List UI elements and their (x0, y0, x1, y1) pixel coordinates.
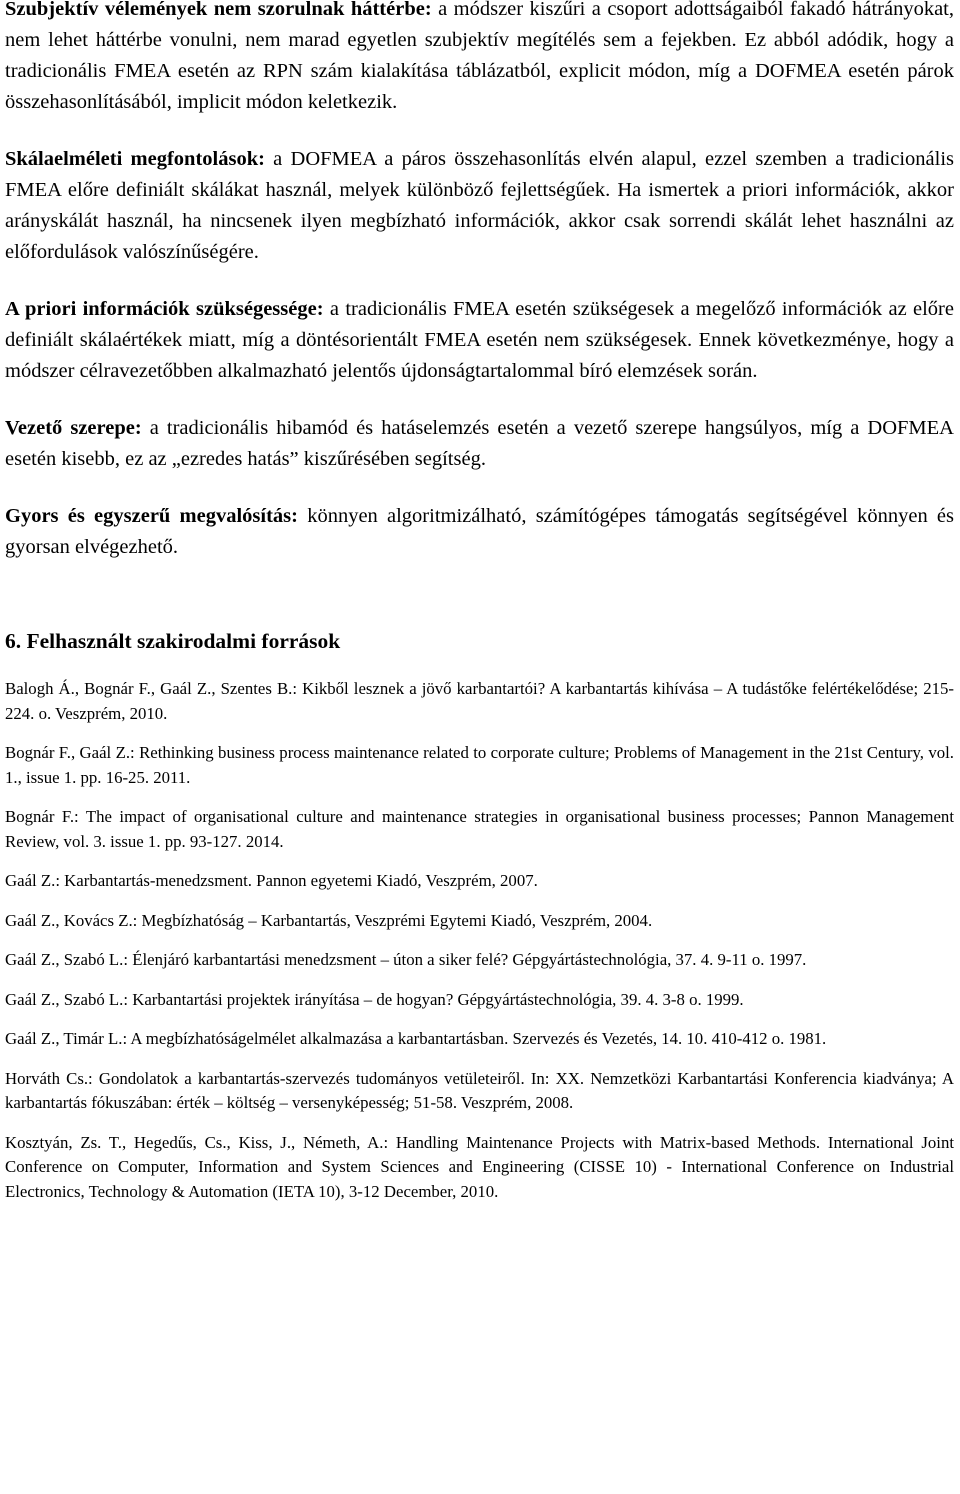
reference-item: Bognár F., Gaál Z.: Rethinking business process maintenance related to corporate culture; Problems of Management in the 21st Century, vol. 1., issue 1. pp. 16-25. 2011. (5, 743, 954, 787)
reference-item: Gaál Z., Szabó L.: Karbantartási projektek irányítása – de hogyan? Gépgyártástechnológia, 39. 4. 3-8 o. 1999. (5, 989, 744, 1009)
paragraph-text: könnyen algoritmizálható, számítógépes támogatás segítségével könnyen és gyorsan elvégezhető. (5, 505, 954, 558)
paragraph-leader-role (5, 413, 954, 475)
reference-list (5, 677, 954, 1204)
paragraph-text: a tradicionális FMEA esetén szükségesek a megelőző információk az előre definiált skálaértékek miatt, míg a döntésorientált FMEA esetén nem szükségesek. Ennek következménye, hogy a módszer célravezetőbben alkalmazható jelentős újdonságtartalommal bíró elemzések során. (5, 298, 954, 382)
paragraph-text: a módszer kiszűri a csoport adottságaiból fakadó hátrányokat, nem lehet háttérbe vonulni, nem marad egyetlen szubjektív megítélés sem a fejekben. Ez abból adódik, hogy a tradicionális FMEA esetén az RPN szám kialakítása táblázatból, explicit módon, míg a DOFMEA esetén párok összehasonlításából, implicit módon keletkezik. (5, 0, 954, 113)
reference-item: Gaál Z., Szabó L.: Élenjáró karbantartási menedzsment – úton a siker felé? Gépgyártástechnológia, 37. 4. 9-11 o. 1997. (5, 950, 807, 969)
paragraph-text: a DOFMEA a páros összehasonlítás elvén alapul, ezzel szemben a tradicionális FMEA előre definiált skálákat használ, melyek különböző fejlettségűek. Ha ismertek a priori információk, akkor arányskálát használ, ha nincsenek ilyen megbízható információk, akkor csak sorrendi skálát lehet használni az előfordulások valószínűségére. (5, 148, 954, 263)
section-title: 6. Felhasznált szakirodalmi források (5, 629, 341, 653)
paragraph-label: A priori információk szükségessége: (5, 298, 324, 320)
paragraph-scale-theory (5, 144, 954, 268)
paragraph-subjective-opinions (5, 0, 954, 118)
reference-item: Balogh Á., Bognár F., Gaál Z., Szentes B.: Kikből lesznek a jövő karbantartói? A karbantartás kihívása – A tudástőke felértékelődése; 215-224. o. Veszprém, 2010. (5, 679, 954, 723)
paragraph-label: Gyors és egyszerű megvalósítás: (5, 505, 298, 527)
paragraph-text: a tradicionális hibamód és hatáselemzés esetén a vezető szerepe hangsúlyos, míg a DOFMEA esetén kisebb, ez az „ezredes hatás” kiszűrésében segítség. (5, 417, 954, 470)
reference-item: Gaál Z., Timár L.: A megbízhatóságelmélet alkalmazása a karbantartásban. Szervezés és Vezetés, 14. 10. 410-412 o. 1981. (5, 1029, 827, 1048)
reference-item: Bognár F.: The impact of organisational culture and maintenance strategies in organisational business processes; Pannon Management Review, vol. 3. issue 1. pp. 93-127. 2014. (5, 807, 954, 851)
paragraph-label: Vezető szerepe: (5, 417, 142, 439)
paragraph-label: Skálaelméleti megfontolások: (5, 148, 265, 170)
paragraph-label: Szubjektív vélemények nem szorulnak háttérbe: (5, 0, 432, 20)
reference-item: Gaál Z.: Karbantartás-menedzsment. Pannon egyetemi Kiadó, Veszprém, 2007. (5, 871, 538, 890)
reference-item: Horváth Cs.: Gondolatok a karbantartás-szervezés tudományos vetületeiről. In: XX. Nemzetközi Karbantartási Konferencia kiadványa; A karbantartás fókuszában: érték – költség – versenyképesség; 51-58. Veszprém, 2008. (5, 1068, 954, 1112)
paragraph-a-priori-info (5, 294, 954, 387)
reference-item: Kosztyán, Zs. T., Hegedűs, Cs., Kiss, J., Németh, A.: Handling Maintenance Projects with Matrix-based Methods. International Joint Conference on Computer, Information and System Sciences and Engineering (CISSE 10) - International Conference on Industrial Electronics, Technology & Automation (IETA 10), 3-12 December, 2010. (5, 1132, 954, 1201)
reference-item: Gaál Z., Kovács Z.: Megbízhatóság – Karbantartás, Veszprémi Egytemi Kiadó, Veszprém, 2004. (5, 910, 653, 930)
paragraph-fast-implementation (5, 501, 954, 563)
